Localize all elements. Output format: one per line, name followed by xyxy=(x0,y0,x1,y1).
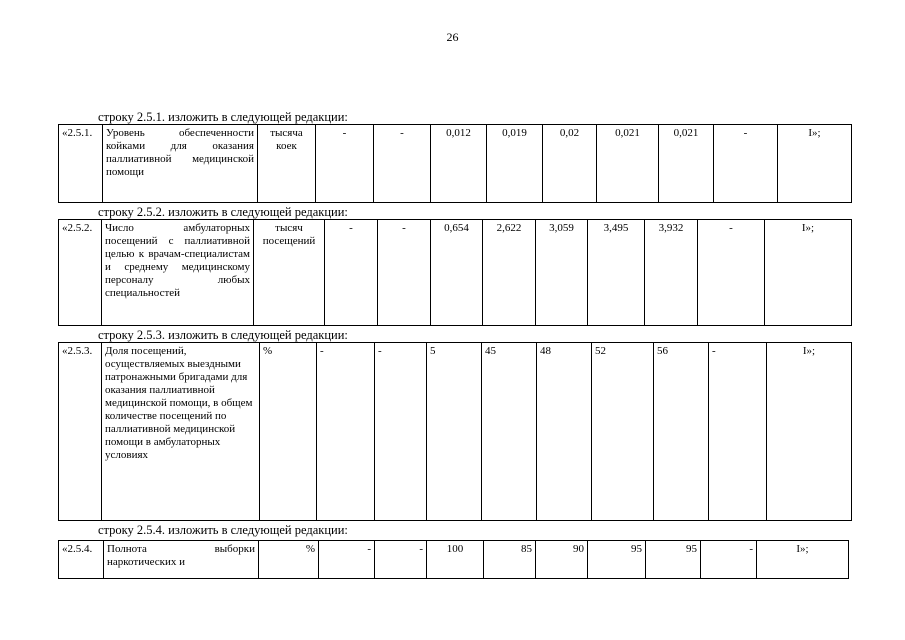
table-row xyxy=(59,220,852,326)
row-value-6: 3,495 xyxy=(588,220,645,326)
row-value-2: - xyxy=(378,220,431,326)
row-value-5: 3,059 xyxy=(536,220,588,326)
row-value-7: 95 xyxy=(646,541,701,579)
row-value-6: 0,021 xyxy=(597,125,659,203)
table-2-5-1 xyxy=(58,124,852,203)
row-unit: % xyxy=(260,343,317,521)
row-value-3: 100 xyxy=(427,541,484,579)
row-indicator: Доля посещений, осуществляемых выездными патронажными бригадами для оказания паллиативной медицинской помощи, в общем количестве посещений по паллиативной медицинской помощи в амбулаторных условиях xyxy=(102,343,260,521)
row-value-8: - xyxy=(714,125,778,203)
row-last: I»; xyxy=(767,343,852,521)
row-code: «2.5.1. xyxy=(59,125,103,203)
row-value-4: 45 xyxy=(482,343,537,521)
row-last: I»; xyxy=(778,125,852,203)
row-last: I»; xyxy=(757,541,849,579)
row-value-1: - xyxy=(325,220,378,326)
table-row xyxy=(59,125,852,203)
row-value-5: 0,02 xyxy=(543,125,597,203)
row-value-7: 3,932 xyxy=(645,220,698,326)
row-code: «2.5.3. xyxy=(59,343,102,521)
row-last: I»; xyxy=(765,220,852,326)
row-unit: % xyxy=(259,541,319,579)
row-value-8: - xyxy=(698,220,765,326)
row-value-4: 2,622 xyxy=(483,220,536,326)
row-indicator: Число амбулаторных посещений с паллиативной целью к врачам-специалистам и среднему медицинскому персоналу любых специальностей xyxy=(102,220,254,326)
instruction-2-5-3: строку 2.5.3. изложить в следующей редакции: xyxy=(98,328,348,342)
instruction-2-5-4: строку 2.5.4. изложить в следующей редакции: xyxy=(98,523,348,537)
row-value-4: 0,019 xyxy=(487,125,543,203)
row-value-1: - xyxy=(317,343,375,521)
row-code: «2.5.2. xyxy=(59,220,102,326)
row-value-3: 0,012 xyxy=(431,125,487,203)
row-value-6: 95 xyxy=(588,541,646,579)
row-value-4: 85 xyxy=(484,541,536,579)
row-value-1: - xyxy=(319,541,375,579)
table-row xyxy=(59,343,852,521)
row-value-8: - xyxy=(709,343,767,521)
row-indicator: Полнота выборки наркотических и xyxy=(104,541,259,579)
row-value-1: - xyxy=(316,125,374,203)
row-value-5: 90 xyxy=(536,541,588,579)
row-unit: тысяча коек xyxy=(258,125,316,203)
instruction-2-5-2: строку 2.5.2. изложить в следующей редакции: xyxy=(98,205,348,219)
row-value-7: 0,021 xyxy=(659,125,714,203)
row-value-3: 0,654 xyxy=(431,220,483,326)
row-code: «2.5.4. xyxy=(59,541,104,579)
row-value-3: 5 xyxy=(427,343,482,521)
row-value-2: - xyxy=(375,541,427,579)
row-value-7: 56 xyxy=(654,343,709,521)
row-unit: тысяч посещений xyxy=(254,220,325,326)
row-indicator: Уровень обеспеченности койками для оказания паллиативной медицинской помощи xyxy=(103,125,258,203)
table-2-5-4 xyxy=(58,540,849,579)
row-value-2: - xyxy=(374,125,431,203)
row-value-5: 48 xyxy=(537,343,592,521)
row-value-2: - xyxy=(375,343,427,521)
row-value-6: 52 xyxy=(592,343,654,521)
table-2-5-2 xyxy=(58,219,852,326)
table-row xyxy=(59,541,849,579)
row-value-8: - xyxy=(701,541,757,579)
instruction-2-5-1: строку 2.5.1. изложить в следующей редакции: xyxy=(98,110,348,124)
table-2-5-3 xyxy=(58,342,852,521)
page-number: 26 xyxy=(446,30,459,44)
